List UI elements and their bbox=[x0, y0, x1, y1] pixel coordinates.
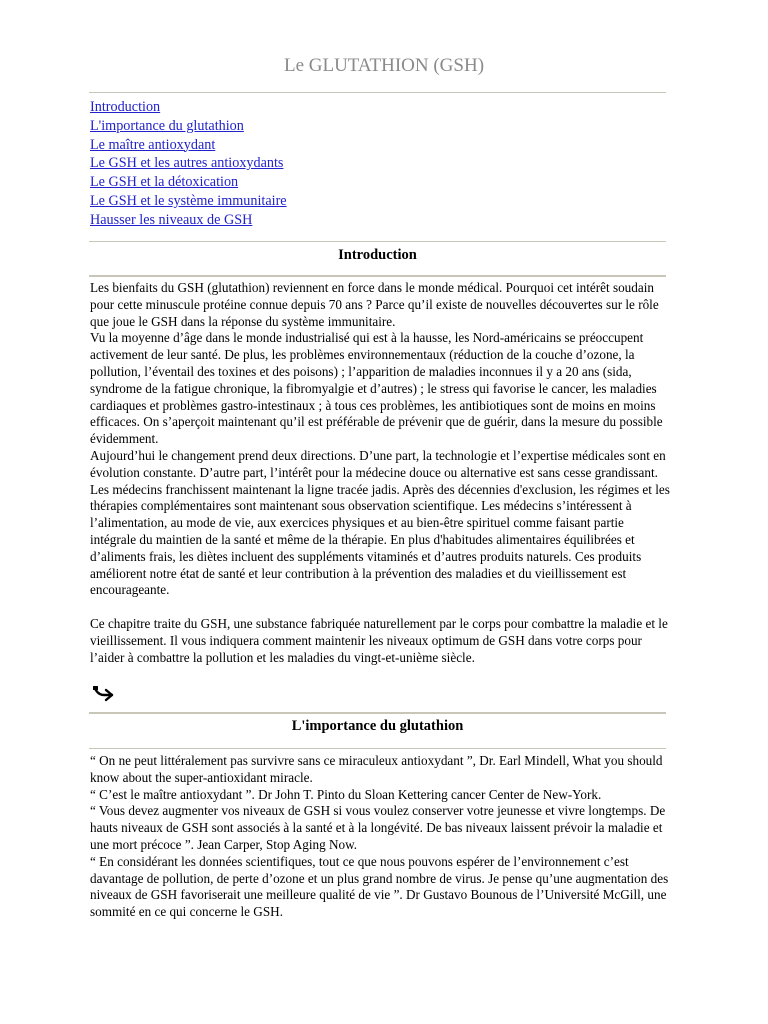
section-divider-top bbox=[89, 241, 666, 242]
toc-link-detoxication[interactable]: Le GSH et la détoxication bbox=[90, 174, 239, 191]
table-of-contents bbox=[90, 98, 287, 230]
toc-link-importance[interactable]: L'importance du glutathion bbox=[90, 117, 244, 134]
paragraph: Vu la moyenne d’âge dans le monde industrialisé qui est à la hausse, les Nord-américains se préoccupent activement de leur santé. De plus, les problèmes environnementaux (réduction de la couche d’ozone, la pollution, l’éventail des toxines et des poisons) ; l’apparition de maladies inconnues il y a 20 ans (sida, syndrome de la fatigue chronique, la fibromyalgie et d’autres) ; le stress qui favorise le cancer, les maladies cardiaques et problèmes gastro-intestinaux ; à tous ces problèmes, les antibiotiques sont de moins en moins efficaces. On s’aperçoit maintenant qu’il est préférable de prévenir que de guérir, dans la mesure du possible évidemment. bbox=[90, 330, 663, 447]
section-heading-introduction: Introduction bbox=[338, 247, 417, 263]
return-arrow-icon[interactable] bbox=[92, 684, 116, 704]
quote-paragraph: “ On ne peut littéralement pas survivre sans ce miraculeux antioxydant ”, Dr. Earl Mindell, What you should know about the super-antioxidant miracle. bbox=[90, 753, 663, 785]
quote-paragraph: “ C’est le maître antioxydant ”. Dr John T. Pinto du Sloan Kettering cancer Center de New-York. bbox=[90, 786, 602, 802]
toc-link-maitre-antioxydant[interactable]: Le maître antioxydant bbox=[90, 136, 216, 153]
title-divider bbox=[89, 92, 666, 93]
toc-link-autres-antioxydants[interactable]: Le GSH et les autres antioxydants bbox=[90, 155, 284, 172]
paragraph: Ce chapitre traite du GSH, une substance fabriquée naturellement par le corps pour combattre la maladie et le vieillissement. Il vous indiquera comment maintenir les niveaux optimum de GSH dans votre corps pour l’aider à combattre la pollution et les maladies du vingt-et-unième siècle. bbox=[90, 615, 668, 665]
introduction-body bbox=[90, 280, 670, 666]
paragraph: Aujourd’hui le changement prend deux directions. D’une part, la technologie et l’expertise médicales sont en évolution constante. D’autre part, l’intérêt pour la médecine douce ou alternative est sans cesse grandissant. Les médecins franchissent maintenant la ligne tracée jadis. Après des décennies d'exclusion, les régimes et les thérapies complémentaires sont maintenant sous observation scientifique. Les médecins s’intéressent à l’alimentation, au mode de vie, aux exercices physiques et au bien-être spirituel comme faisant partie intégrale du maintien de la santé et même de la thérapie. En plus d'habitudes alimentaires équilibrées et d’aliments frais, les diètes incluent des suppléments vitaminés et d’autres produits naturels. Ces produits améliorent notre état de santé et leur contribution à la prévention des maladies et du vieillissement est encourageante. bbox=[90, 447, 670, 598]
toc-link-introduction[interactable]: Introduction bbox=[90, 99, 161, 115]
section-heading-importance: L'importance du glutathion bbox=[291, 718, 464, 734]
quote-paragraph: “ En considérant les données scientifiques, tout ce que nous pouvons espérer de l’environnement c’est davantage de pollution, de perte d’ozone et un plus grand nombre de virus. Je pense qu’une augmentation des niveaux de GSH favoriserait une meilleure qualité de vie ”. Dr Gustavo Bounous de l’Université McGill, une sommité en ce qui concerne le GSH. bbox=[90, 853, 669, 920]
section-divider-bottom bbox=[89, 275, 666, 277]
document-title: Le GLUTATHION (GSH) bbox=[283, 55, 485, 76]
quote-paragraph: “ Vous devez augmenter vos niveaux de GSH si vous voulez conserver votre jeunesse et vivre longtemps. De hauts niveaux de GSH sont associés à la santé et à la longévité. De bas niveaux laissent prévoir la maladie et une mort précoce ”. Jean Carper, Stop Aging Now. bbox=[90, 803, 666, 852]
toc-link-hausser-niveaux[interactable]: Hausser les niveaux de GSH bbox=[90, 211, 253, 228]
section-divider-top bbox=[89, 712, 666, 714]
importance-body bbox=[90, 753, 670, 921]
paragraph: Les bienfaits du GSH (glutathion) reviennent en force dans le monde médical. Pourquoi cet intérêt soudain pour cette minuscule protéine connue depuis 70 ans ? Parce qu’il existe de nouvelles découvertes sur le rôle que joue le GSH dans la réponse du système immunitaire. bbox=[90, 280, 659, 329]
toc-link-systeme-immunitaire[interactable]: Le GSH et le système immunitaire bbox=[90, 192, 287, 209]
section-divider-bottom bbox=[89, 748, 666, 749]
